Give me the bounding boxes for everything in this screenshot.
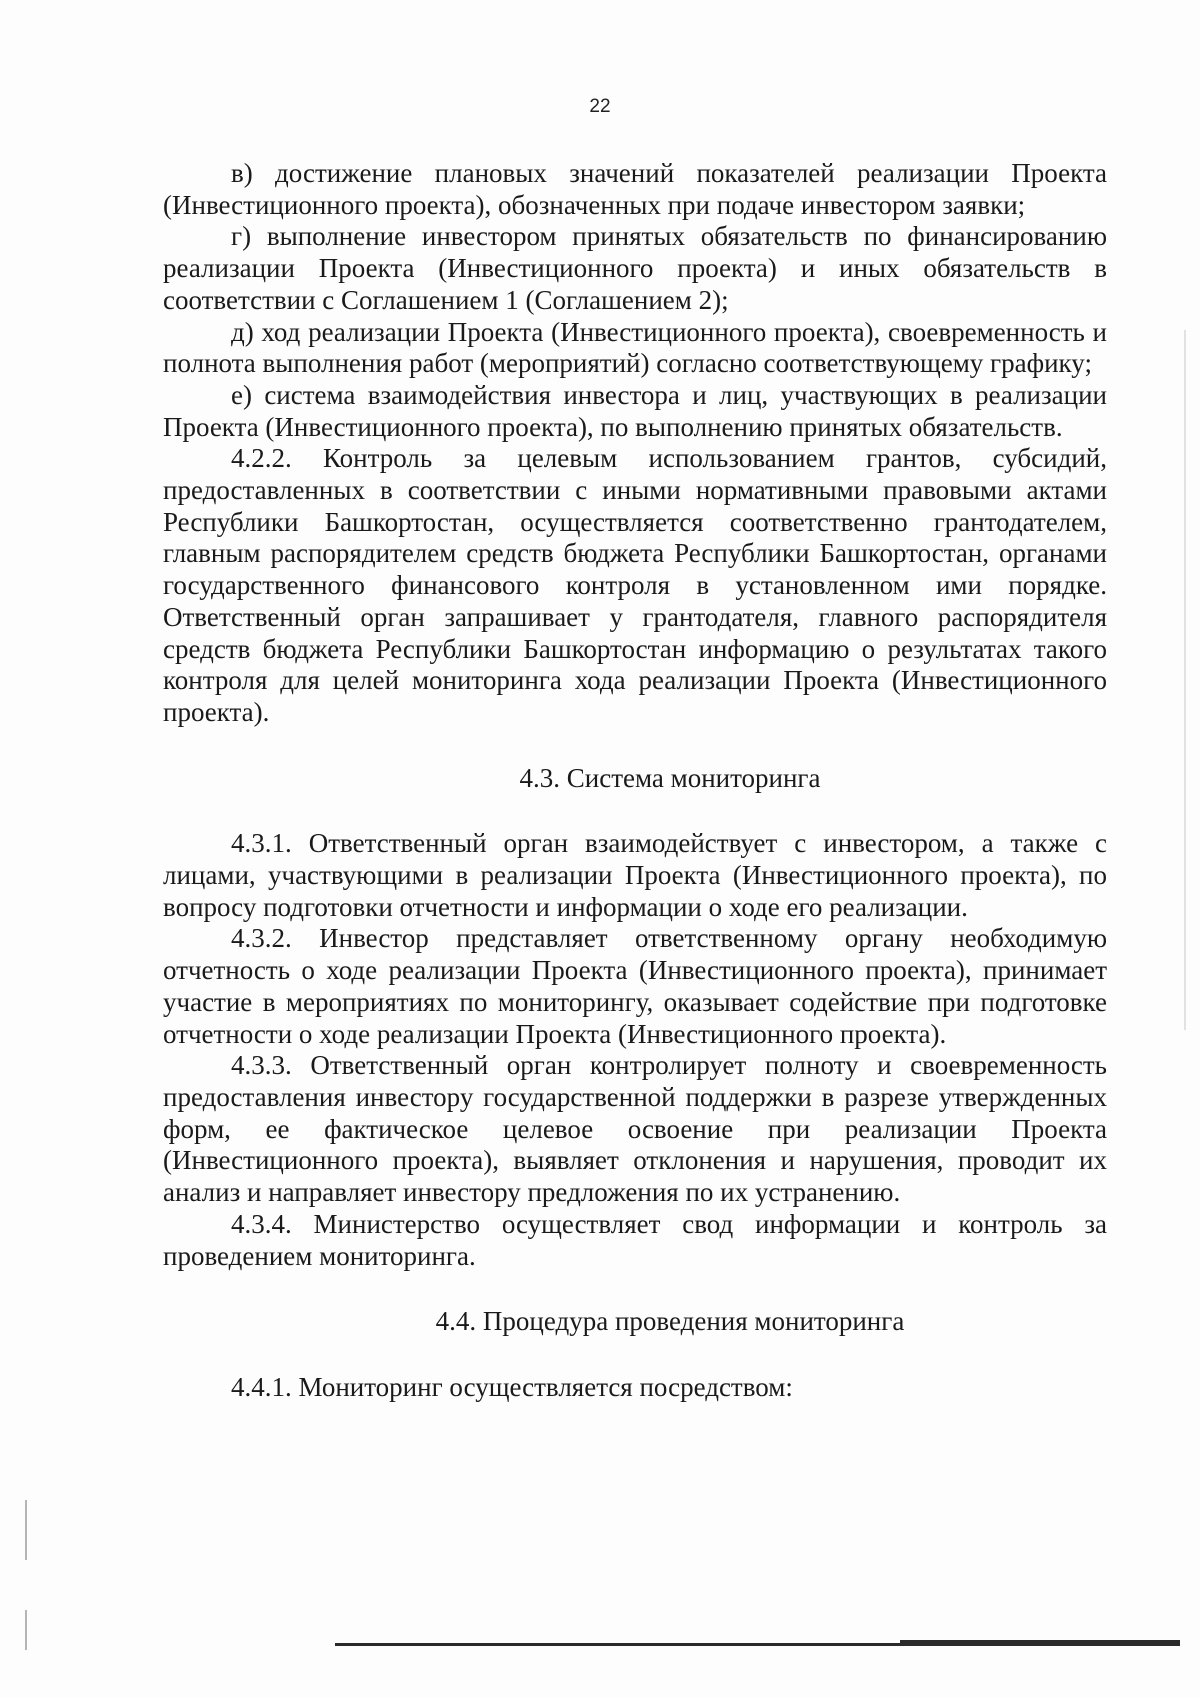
paragraph-4-3-1: 4.3.1. Ответственный орган взаимодействует с инвестором, а также с лицами, участвующими в реализации Проекта (Инвестиционного проекта), по вопросу подготовки отчетности и информации о ходе его реализации. [163, 828, 1107, 922]
spacer [163, 794, 1107, 828]
spacer [163, 1338, 1107, 1372]
list-item-d: д) ход реализации Проекта (Инвестиционного проекта), своевременность и полнота выполнения работ (мероприятий) согласно соответствующему графику; [163, 316, 1107, 379]
list-item-v: в) достижение плановых значений показателей реализации Проекта (Инвестиционного проекта), обозначенных при подаче инвестором заявки; [163, 158, 1107, 220]
list-item-e: е) система взаимодействия инвестора и лиц, участвующих в реализации Проекта (Инвестиционного проекта), по выполнению принятых обязательств. [163, 379, 1107, 442]
scan-edge-mark [25, 1610, 27, 1650]
spacer [163, 1272, 1107, 1306]
section-heading-4-4: 4.4. Процедура проведения мониторинга [435, 1306, 905, 1337]
paragraph-4-3-4: 4.3.4. Министерство осуществляет свод информации и контроль за проведением мониторинга. [163, 1208, 1107, 1271]
paragraph-4-3-2: 4.3.2. Инвестор представляет ответственному органу необходимую отчетность о ходе реализации Проекта (Инвестиционного проекта), принимает участие в мероприятиях по мониторингу, оказывает содействие при подготовке отчетности о ходе реализации Проекта (Инвестиционного проекта). [163, 923, 1107, 1049]
scan-edge-mark [25, 1500, 27, 1560]
paragraph-4-4-1: 4.4.1. Мониторинг осуществляется посредством: [231, 1371, 793, 1402]
section-heading-4-3: 4.3. Система мониторинга [519, 762, 821, 793]
scan-bottom-line-thick [900, 1640, 1180, 1646]
paragraph-4-2-2: 4.2.2. Контроль за целевым использованием грантов, субсидий, предоставленных в соответствии с иными нормативными правовыми актами Республики Башкортостан, осуществляется соответственно грантодателем, главным распорядителем средств бюджета Республики Башкортостан, органами государственного финансового контроля в установленном ими порядке. Ответственный орган запрашивает у грантодателя, главного распорядителя средств бюджета Республики Башкортостан информацию о результатах такого контроля для целей мониторинга хода реализации Проекта (Инвестиционного проекта). [163, 443, 1107, 727]
list-item-g: г) выполнение инвестором принятых обязательств по финансированию реализации Проекта (Инвестиционного проекта) и иных обязательств в соответствии с Соглашением 1 (Соглашением 2); [163, 221, 1107, 315]
paragraph-4-3-3: 4.3.3. Ответственный орган контролирует полноту и своевременность предоставления инвестору государственной поддержки в разрезе утвержденных форм, ее фактическое целевое освоение при реализации Проекта (Инвестиционного проекта), выявляет отклонения и нарушения, проводит их анализ и направляет инвестору предложения по их устранению. [163, 1050, 1107, 1208]
page-number: 22 [589, 96, 611, 117]
spacer [163, 729, 1107, 763]
document-body [163, 158, 1107, 1404]
scan-edge-mark [1184, 330, 1186, 1030]
